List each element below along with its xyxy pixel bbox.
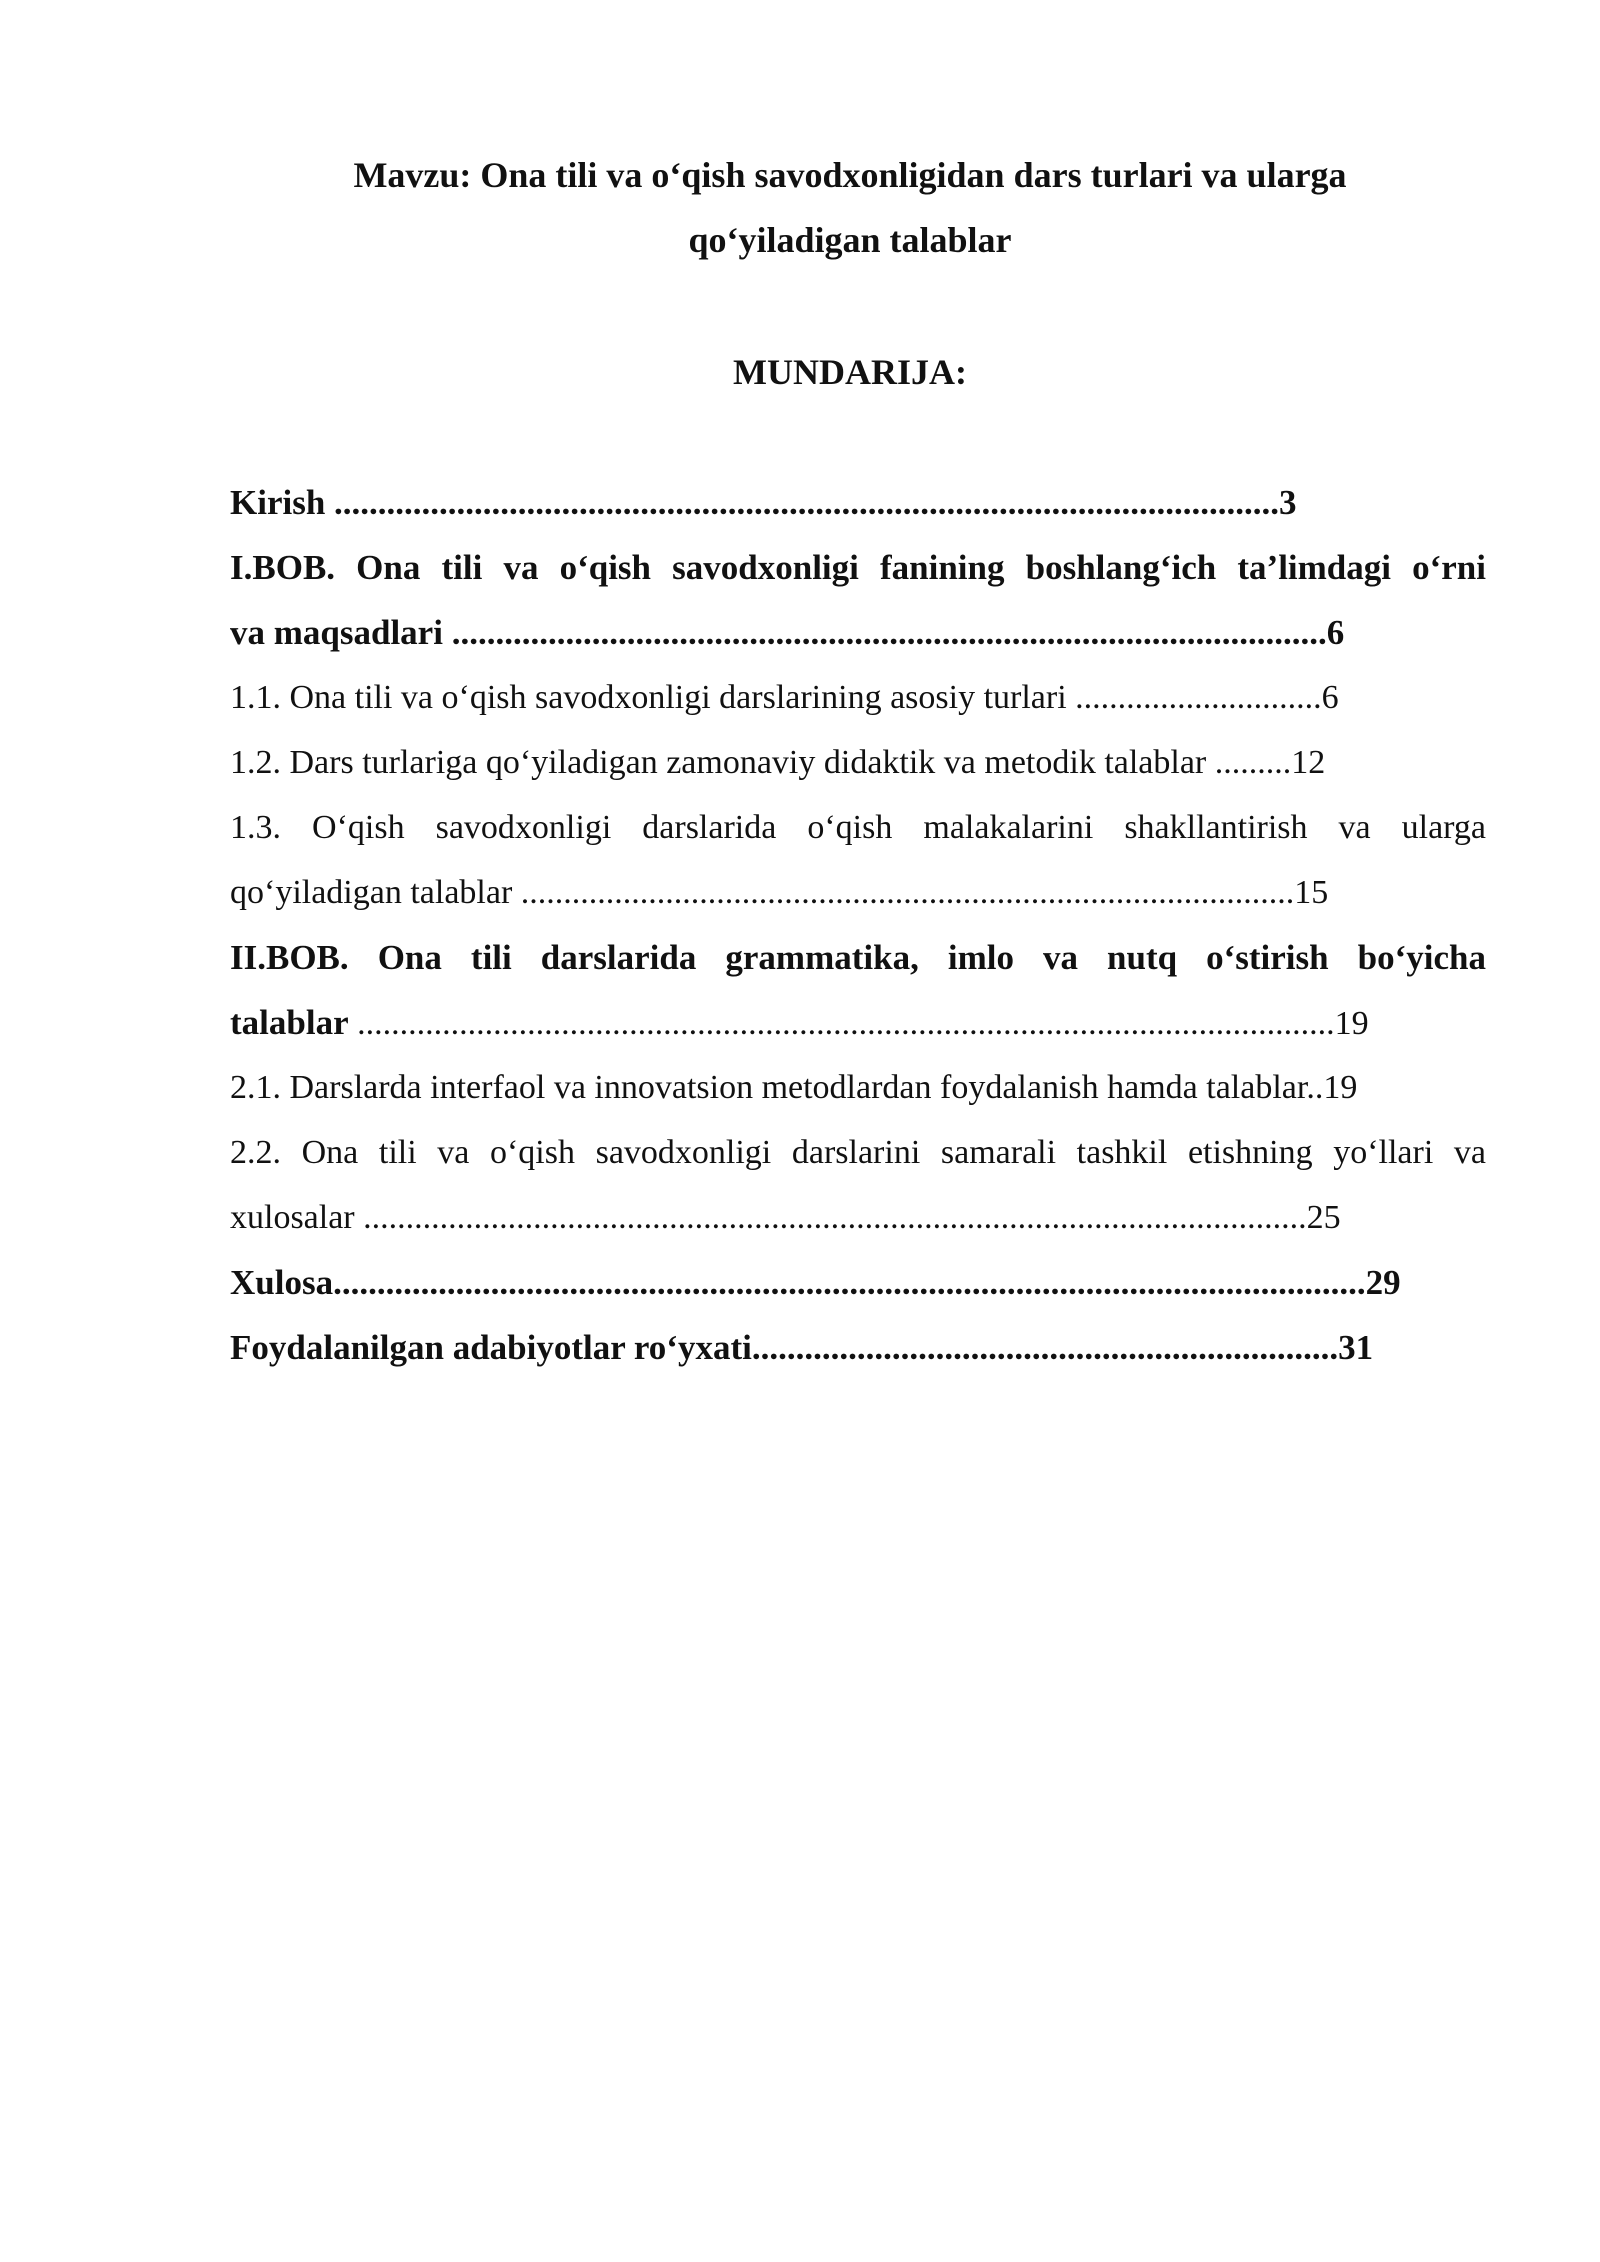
toc-entry-section-2-1: 2.1. Darslarda interfaol va innovatsion metodlardan foydalanish hamda talablar..19 <box>230 1069 1358 1106</box>
toc-entry-chapter-2-bold-word: talablar <box>230 1003 349 1042</box>
contents-heading: MUNDARIJA: <box>733 352 967 392</box>
toc-entry-chapter-1-line-1: I.BOB. Ona tili va o‘qish savodxonligi fanining boshlang‘ich ta’limdagi o‘rni <box>230 548 1486 587</box>
topic-title-line-2: qo‘yiladigan talablar <box>688 220 1012 260</box>
toc-entry-section-1-1: 1.1. Ona tili va o‘qish savodxonligi darslarining asosiy turlari .............................6 <box>230 679 1339 716</box>
toc-entry-section-1-3-line-1: 1.3. O‘qish savodxonligi darslarida o‘qish malakalarini shakllantirish va ularga <box>230 809 1486 846</box>
toc-entry-section-1-3-line-2: qo‘yiladigan talablar ...........................................................................................15 <box>230 874 1329 911</box>
toc-entry-conclusion: Xulosa......................................................................................................................29 <box>230 1263 1401 1302</box>
toc-entry-section-2-2-line-1: 2.2. Ona tili va o‘qish savodxonligi darslarini samarali tashkil etishning yo‘llari va <box>230 1134 1486 1171</box>
topic-title-line-1: Mavzu: Ona tili va o‘qish savodxonligidan dars turlari va ularga <box>353 155 1347 195</box>
toc-entry-chapter-1-line-2: va maqsadlari ....................................................................................................6 <box>230 613 1345 652</box>
toc-entry-section-2-2-line-2: xulosalar ...............................................................................................................25 <box>230 1199 1341 1236</box>
toc-entry-chapter-2-line-1: II.BOB. Ona tili darslarida grammatika, imlo va nutq o‘stirish bo‘yicha <box>230 938 1486 977</box>
table-of-contents <box>230 470 1486 1380</box>
toc-entry-chapter-2-line-2 <box>230 990 1486 1055</box>
toc-entry-introduction: Kirish ............................................................................................................3 <box>230 483 1297 522</box>
toc-entry-references: Foydalanilgan adabiyotlar ro‘yxati...................................................................31 <box>230 1328 1374 1367</box>
toc-entry-chapter-2-leader: ...................................................................................................................19 <box>348 1005 1369 1042</box>
toc-entry-section-1-2: 1.2. Dars turlariga qo‘yiladigan zamonaviy didaktik va metodik talablar .........12 <box>230 744 1326 781</box>
